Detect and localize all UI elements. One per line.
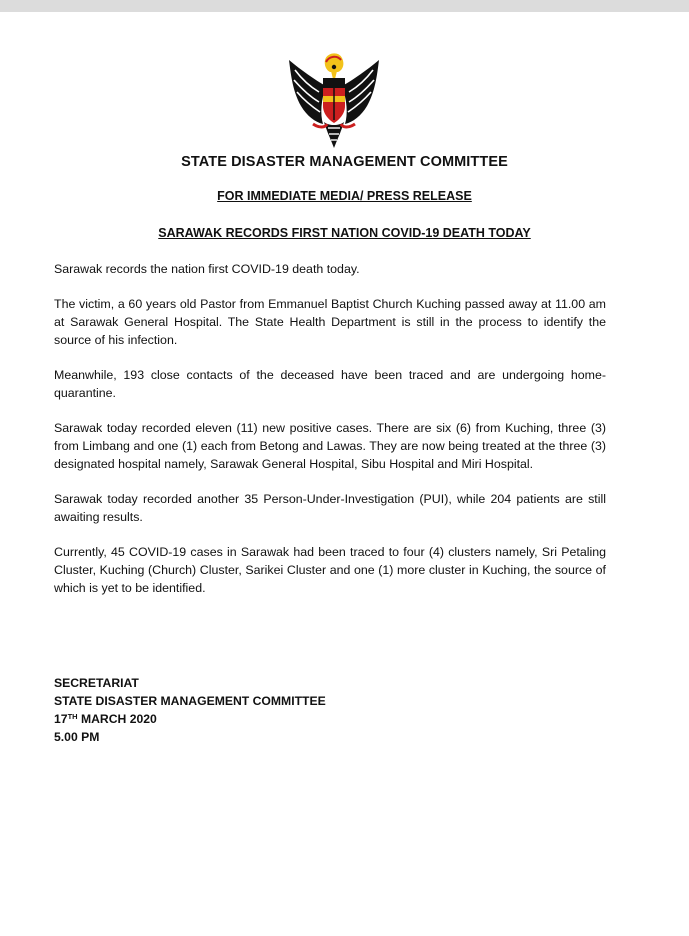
headline: SARAWAK RECORDS FIRST NATION COVID-19 DEATH TODAY <box>158 226 531 240</box>
signature-time: 5.00 PM <box>54 730 100 744</box>
signature-date <box>54 710 326 728</box>
signature-date-suffix: TH <box>67 712 78 721</box>
top-strip <box>0 0 689 12</box>
paragraph-victim: The victim, a 60 years old Pastor from Emmanuel Baptist Church Kuching passed away at 11.00 am at Sarawak General Hospital. The State Health Department is still in the process to identify the source of his infection. <box>54 297 606 347</box>
paragraph-pui: Sarawak today recorded another 35 Person-Under-Investigation (PUI), while 204 patients are still awaiting results. <box>54 492 606 524</box>
paragraph-clusters: Currently, 45 COVID-19 cases in Sarawak had been traced to four (4) clusters namely, Sri Petaling Cluster, Kuching (Church) Cluster, Sarikei Cluster and one (1) more cluster in Kuching, the source of which is yet to be identified. <box>54 545 606 595</box>
signature-block <box>54 674 326 746</box>
sarawak-hornbill-crest-icon <box>279 48 389 154</box>
paragraph-summary: Sarawak records the nation first COVID-19 death today. <box>54 262 360 276</box>
signature-date-rest: MARCH 2020 <box>77 712 157 726</box>
release-type-heading: FOR IMMEDIATE MEDIA/ PRESS RELEASE <box>217 189 472 203</box>
committee-heading: STATE DISASTER MANAGEMENT COMMITTEE <box>181 154 508 170</box>
signature-office: SECRETARIAT <box>54 676 139 690</box>
signature-date-day: 17 <box>54 712 68 726</box>
signature-committee: STATE DISASTER MANAGEMENT COMMITTEE <box>54 694 326 708</box>
paragraph-new-cases: Sarawak today recorded eleven (11) new positive cases. There are six (6) from Kuching, three (3) from Limbang and one (1) each from Betong and Lawas. They are now being treated at the three (3) designated hospital namely, Sarawak General Hospital, Sibu Hospital and Miri Hospital. <box>54 421 606 471</box>
body-text <box>54 260 606 614</box>
paragraph-close-contacts: Meanwhile, 193 close contacts of the deceased have been traced and are undergoing home-quarantine. <box>54 368 606 400</box>
